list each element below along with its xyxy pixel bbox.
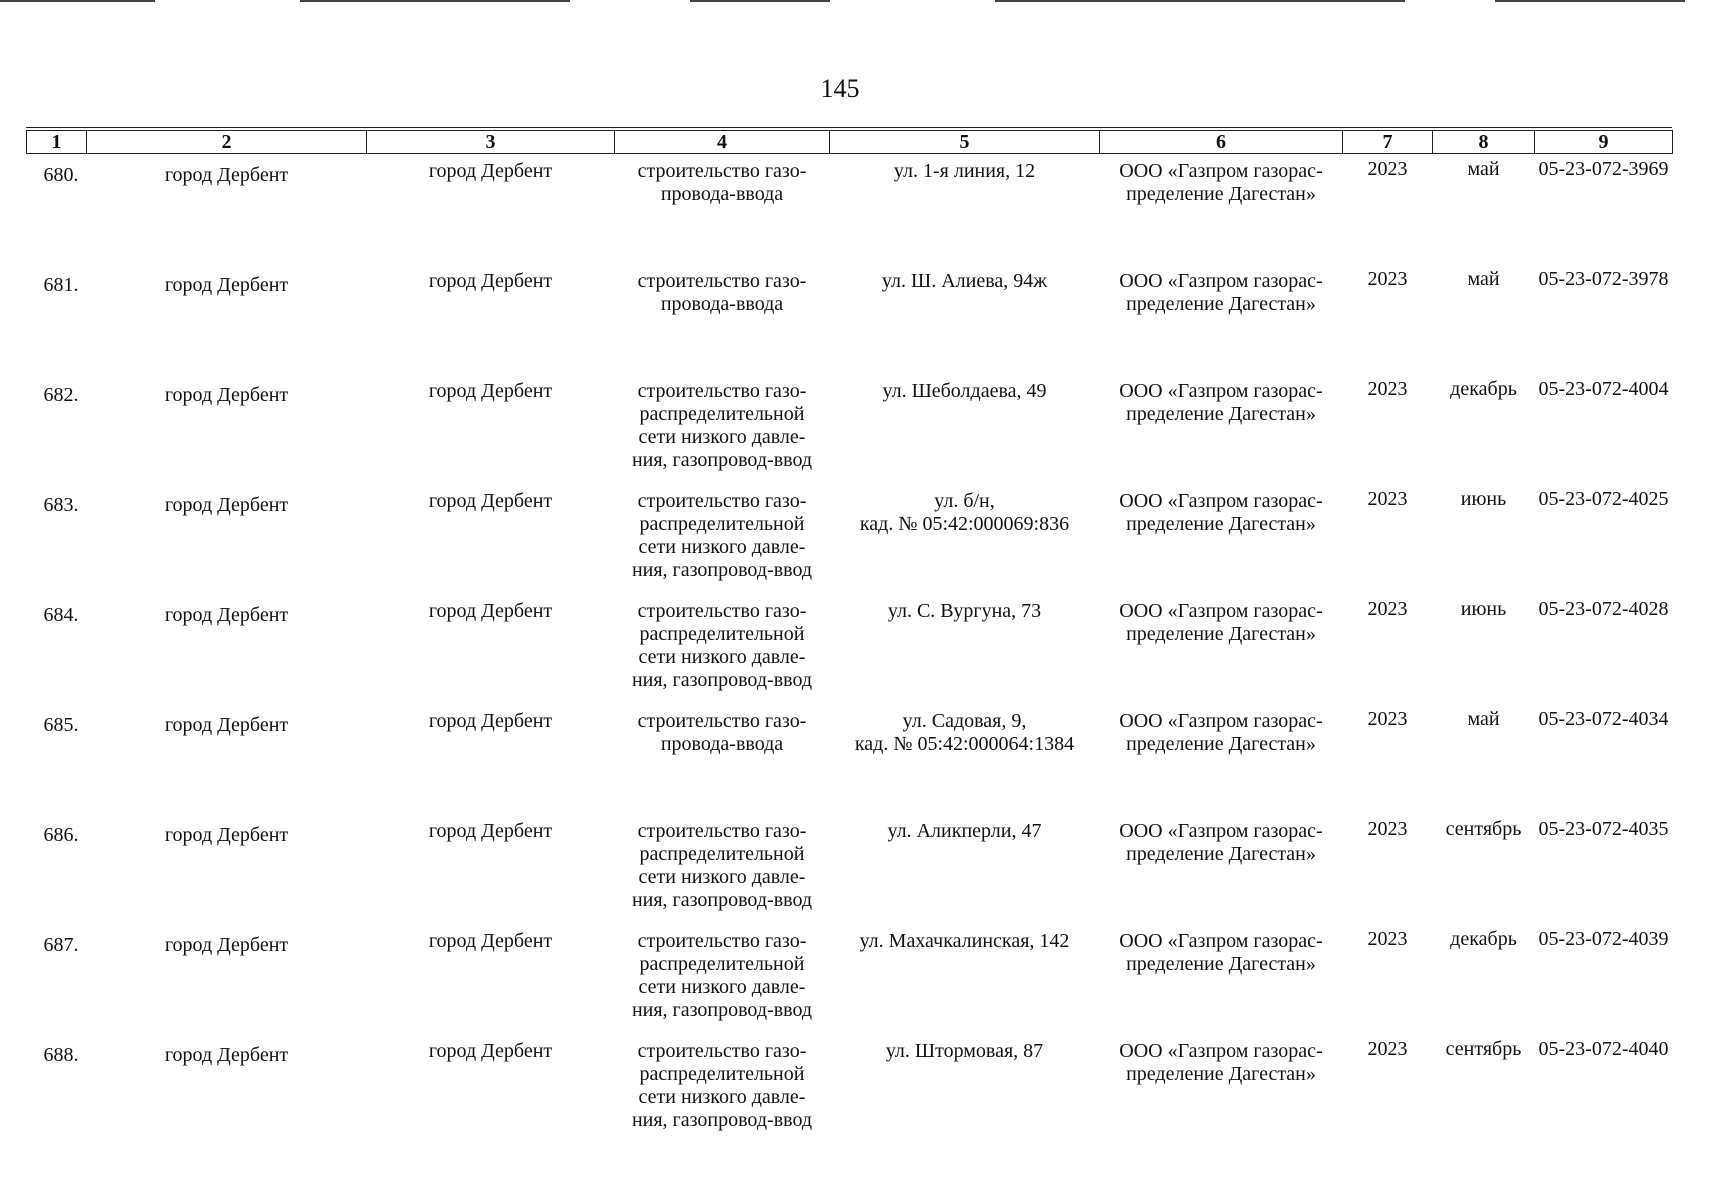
table-row	[27, 594, 1673, 704]
code-cell: 05-23-072-4004	[1538, 378, 1669, 400]
work-cell-line: ния, газопровод-ввод	[631, 559, 813, 581]
row-number: 681.	[43, 274, 79, 296]
organization-cell-line: пределение Дагестан»	[1126, 953, 1316, 975]
organization-cell-line: ООО «Газпром газорас-	[1119, 820, 1323, 842]
month-cell: сентябрь	[1445, 818, 1522, 840]
work-cell-line: строительство газо-	[637, 160, 807, 182]
address-cell-line: ул. Аликперли, 47	[887, 820, 1042, 842]
work-cell-line: строительство газо-	[637, 600, 807, 622]
code-cell: 05-23-072-4028	[1538, 598, 1669, 620]
address-cell	[830, 814, 1100, 924]
district-cell: город Дербент	[164, 494, 289, 516]
table-row	[27, 814, 1673, 924]
organization-cell	[1100, 814, 1343, 924]
table-top-rule	[26, 127, 1672, 128]
work-cell-line: строительство газо-	[637, 490, 807, 512]
organization-cell	[1100, 704, 1343, 814]
settlement-cell: город Дербент	[428, 820, 553, 842]
address-cell-line: ул. С. Вургуна, 73	[887, 600, 1042, 622]
scan-edge-mid2	[690, 0, 830, 2]
row-number: 688.	[43, 1044, 79, 1066]
table-row	[27, 484, 1673, 594]
table-row	[27, 154, 1673, 265]
work-cell-line: сети низкого давле-	[638, 426, 806, 448]
organization-cell	[1100, 1034, 1343, 1144]
code-cell: 05-23-072-4025	[1538, 488, 1669, 510]
page-number: 145	[820, 74, 860, 103]
address-cell	[830, 704, 1100, 814]
organization-cell-line: пределение Дагестан»	[1126, 1063, 1316, 1085]
column-header-2: 2	[87, 131, 367, 154]
year-cell: 2023	[1367, 598, 1408, 620]
organization-cell-line: пределение Дагестан»	[1126, 513, 1316, 535]
work-cell-line: распределительной	[639, 843, 805, 865]
scan-edge-mid	[300, 0, 570, 2]
work-cell	[615, 1034, 830, 1144]
work-cell-line: провода-ввода	[660, 293, 784, 315]
settlement-cell: город Дербент	[428, 1040, 553, 1062]
organization-cell-line: ООО «Газпром газорас-	[1119, 270, 1323, 292]
settlement-cell: город Дербент	[428, 930, 553, 952]
month-cell: сентябрь	[1445, 1038, 1522, 1060]
row-number: 686.	[43, 824, 79, 846]
scan-edge-right	[995, 0, 1405, 2]
organization-cell-line: ООО «Газпром газорас-	[1119, 1040, 1323, 1062]
work-cell-line: ния, газопровод-ввод	[631, 449, 813, 471]
district-cell: город Дербент	[164, 1044, 289, 1066]
code-cell: 05-23-072-4039	[1538, 928, 1669, 950]
work-cell-line: распределительной	[639, 513, 805, 535]
month-cell: июнь	[1460, 598, 1507, 620]
work-cell-line: сети низкого давле-	[638, 976, 806, 998]
month-cell: май	[1467, 708, 1500, 730]
year-cell: 2023	[1367, 268, 1408, 290]
year-cell: 2023	[1367, 488, 1408, 510]
organization-cell-line: ООО «Газпром газорас-	[1119, 600, 1323, 622]
address-cell-line: ул. Шеболдаева, 49	[882, 380, 1047, 402]
organization-cell-line: пределение Дагестан»	[1126, 293, 1316, 315]
year-cell: 2023	[1367, 378, 1408, 400]
month-cell: май	[1467, 158, 1500, 180]
year-cell: 2023	[1367, 928, 1408, 950]
row-number: 684.	[43, 604, 79, 626]
table-row	[27, 264, 1673, 374]
month-cell: июнь	[1460, 488, 1507, 510]
work-cell-line: строительство газо-	[637, 380, 807, 402]
table-row	[27, 924, 1673, 1034]
column-header-5: 5	[830, 131, 1100, 154]
settlement-cell: город Дербент	[428, 490, 553, 512]
work-cell-line: ния, газопровод-ввод	[631, 999, 813, 1021]
district-cell: город Дербент	[164, 384, 289, 406]
work-cell-line: провода-ввода	[660, 733, 784, 755]
work-cell-line: ния, газопровод-ввод	[631, 669, 813, 691]
address-cell-line: кад. № 05:42:000064:1384	[854, 733, 1075, 755]
organization-cell	[1100, 264, 1343, 374]
year-cell: 2023	[1367, 818, 1408, 840]
work-cell	[615, 924, 830, 1034]
work-cell	[615, 374, 830, 484]
row-number: 680.	[43, 164, 79, 186]
address-cell	[830, 594, 1100, 704]
work-cell-line: строительство газо-	[637, 270, 807, 292]
district-cell: город Дербент	[164, 714, 289, 736]
organization-cell-line: пределение Дагестан»	[1126, 623, 1316, 645]
table-row	[27, 704, 1673, 814]
address-cell-line: ул. 1-я линия, 12	[893, 160, 1036, 182]
works-table	[26, 130, 1673, 1144]
organization-cell	[1100, 374, 1343, 484]
organization-cell	[1100, 154, 1343, 265]
organization-cell-line: ООО «Газпром газорас-	[1119, 490, 1323, 512]
district-cell: город Дербент	[164, 604, 289, 626]
column-header-6: 6	[1100, 131, 1343, 154]
scan-edge-left	[0, 0, 155, 2]
district-cell: город Дербент	[164, 824, 289, 846]
address-cell-line: ул. Махачкалинская, 142	[859, 930, 1070, 952]
column-header-3: 3	[367, 131, 615, 154]
work-cell	[615, 594, 830, 704]
organization-cell-line: ООО «Газпром газорас-	[1119, 710, 1323, 732]
address-cell-line: ул. Ш. Алиева, 94ж	[881, 270, 1048, 292]
address-cell-line: ул. Садовая, 9,	[902, 710, 1027, 732]
address-cell	[830, 374, 1100, 484]
scan-edge-right2	[1495, 0, 1685, 2]
row-number: 683.	[43, 494, 79, 516]
table-row	[27, 374, 1673, 484]
work-cell	[615, 814, 830, 924]
organization-cell-line: пределение Дагестан»	[1126, 733, 1316, 755]
work-cell-line: сети низкого давле-	[638, 536, 806, 558]
address-cell-line: кад. № 05:42:000069:836	[859, 513, 1070, 535]
address-cell-line: ул. Штормовая, 87	[885, 1040, 1044, 1062]
address-cell	[830, 484, 1100, 594]
settlement-cell: город Дербент	[428, 600, 553, 622]
settlement-cell: город Дербент	[428, 710, 553, 732]
code-cell: 05-23-072-3969	[1538, 158, 1669, 180]
work-cell-line: распределительной	[639, 623, 805, 645]
work-cell-line: распределительной	[639, 1063, 805, 1085]
table-body	[27, 154, 1673, 1145]
organization-cell	[1100, 484, 1343, 594]
work-cell-line: провода-ввода	[660, 183, 784, 205]
work-cell	[615, 704, 830, 814]
work-cell	[615, 264, 830, 374]
work-cell-line: распределительной	[639, 403, 805, 425]
organization-cell	[1100, 594, 1343, 704]
column-header-8: 8	[1433, 131, 1535, 154]
work-cell-line: распределительной	[639, 953, 805, 975]
month-cell: май	[1467, 268, 1500, 290]
work-cell-line: сети низкого давле-	[638, 1086, 806, 1108]
organization-cell-line: ООО «Газпром газорас-	[1119, 160, 1323, 182]
work-cell-line: строительство газо-	[637, 710, 807, 732]
code-cell: 05-23-072-4035	[1538, 818, 1669, 840]
column-header-1: 1	[27, 131, 87, 154]
work-cell-line: ния, газопровод-ввод	[631, 889, 813, 911]
organization-cell	[1100, 924, 1343, 1034]
district-cell: город Дербент	[164, 164, 289, 186]
work-cell	[615, 484, 830, 594]
address-cell	[830, 924, 1100, 1034]
work-cell-line: строительство газо-	[637, 930, 807, 952]
organization-cell-line: пределение Дагестан»	[1126, 183, 1316, 205]
code-cell: 05-23-072-3978	[1538, 268, 1669, 290]
address-cell	[830, 1034, 1100, 1144]
settlement-cell: город Дербент	[428, 270, 553, 292]
address-cell-line: ул. б/н,	[934, 490, 995, 512]
organization-cell-line: пределение Дагестан»	[1126, 843, 1316, 865]
work-cell	[615, 154, 830, 265]
column-number-row	[27, 131, 1673, 154]
year-cell: 2023	[1367, 158, 1408, 180]
column-header-4: 4	[615, 131, 830, 154]
table-row	[27, 1034, 1673, 1144]
settlement-cell: город Дербент	[428, 160, 553, 182]
row-number: 685.	[43, 714, 79, 736]
organization-cell-line: ООО «Газпром газорас-	[1119, 930, 1323, 952]
row-number: 687.	[43, 934, 79, 956]
district-cell: город Дербент	[164, 274, 289, 296]
work-cell-line: ния, газопровод-ввод	[631, 1109, 813, 1131]
code-cell: 05-23-072-4034	[1538, 708, 1669, 730]
organization-cell-line: ООО «Газпром газорас-	[1119, 380, 1323, 402]
work-cell-line: сети низкого давле-	[638, 866, 806, 888]
address-cell	[830, 154, 1100, 265]
work-cell-line: строительство газо-	[637, 1040, 807, 1062]
year-cell: 2023	[1367, 708, 1408, 730]
organization-cell-line: пределение Дагестан»	[1126, 403, 1316, 425]
work-cell-line: строительство газо-	[637, 820, 807, 842]
year-cell: 2023	[1367, 1038, 1408, 1060]
district-cell: город Дербент	[164, 934, 289, 956]
month-cell: декабрь	[1450, 378, 1517, 400]
settlement-cell: город Дербент	[428, 380, 553, 402]
work-cell-line: сети низкого давле-	[638, 646, 806, 668]
address-cell	[830, 264, 1100, 374]
column-header-7: 7	[1343, 131, 1433, 154]
column-header-9: 9	[1535, 131, 1673, 154]
code-cell: 05-23-072-4040	[1538, 1038, 1669, 1060]
month-cell: декабрь	[1450, 928, 1517, 950]
row-number: 682.	[43, 384, 79, 406]
